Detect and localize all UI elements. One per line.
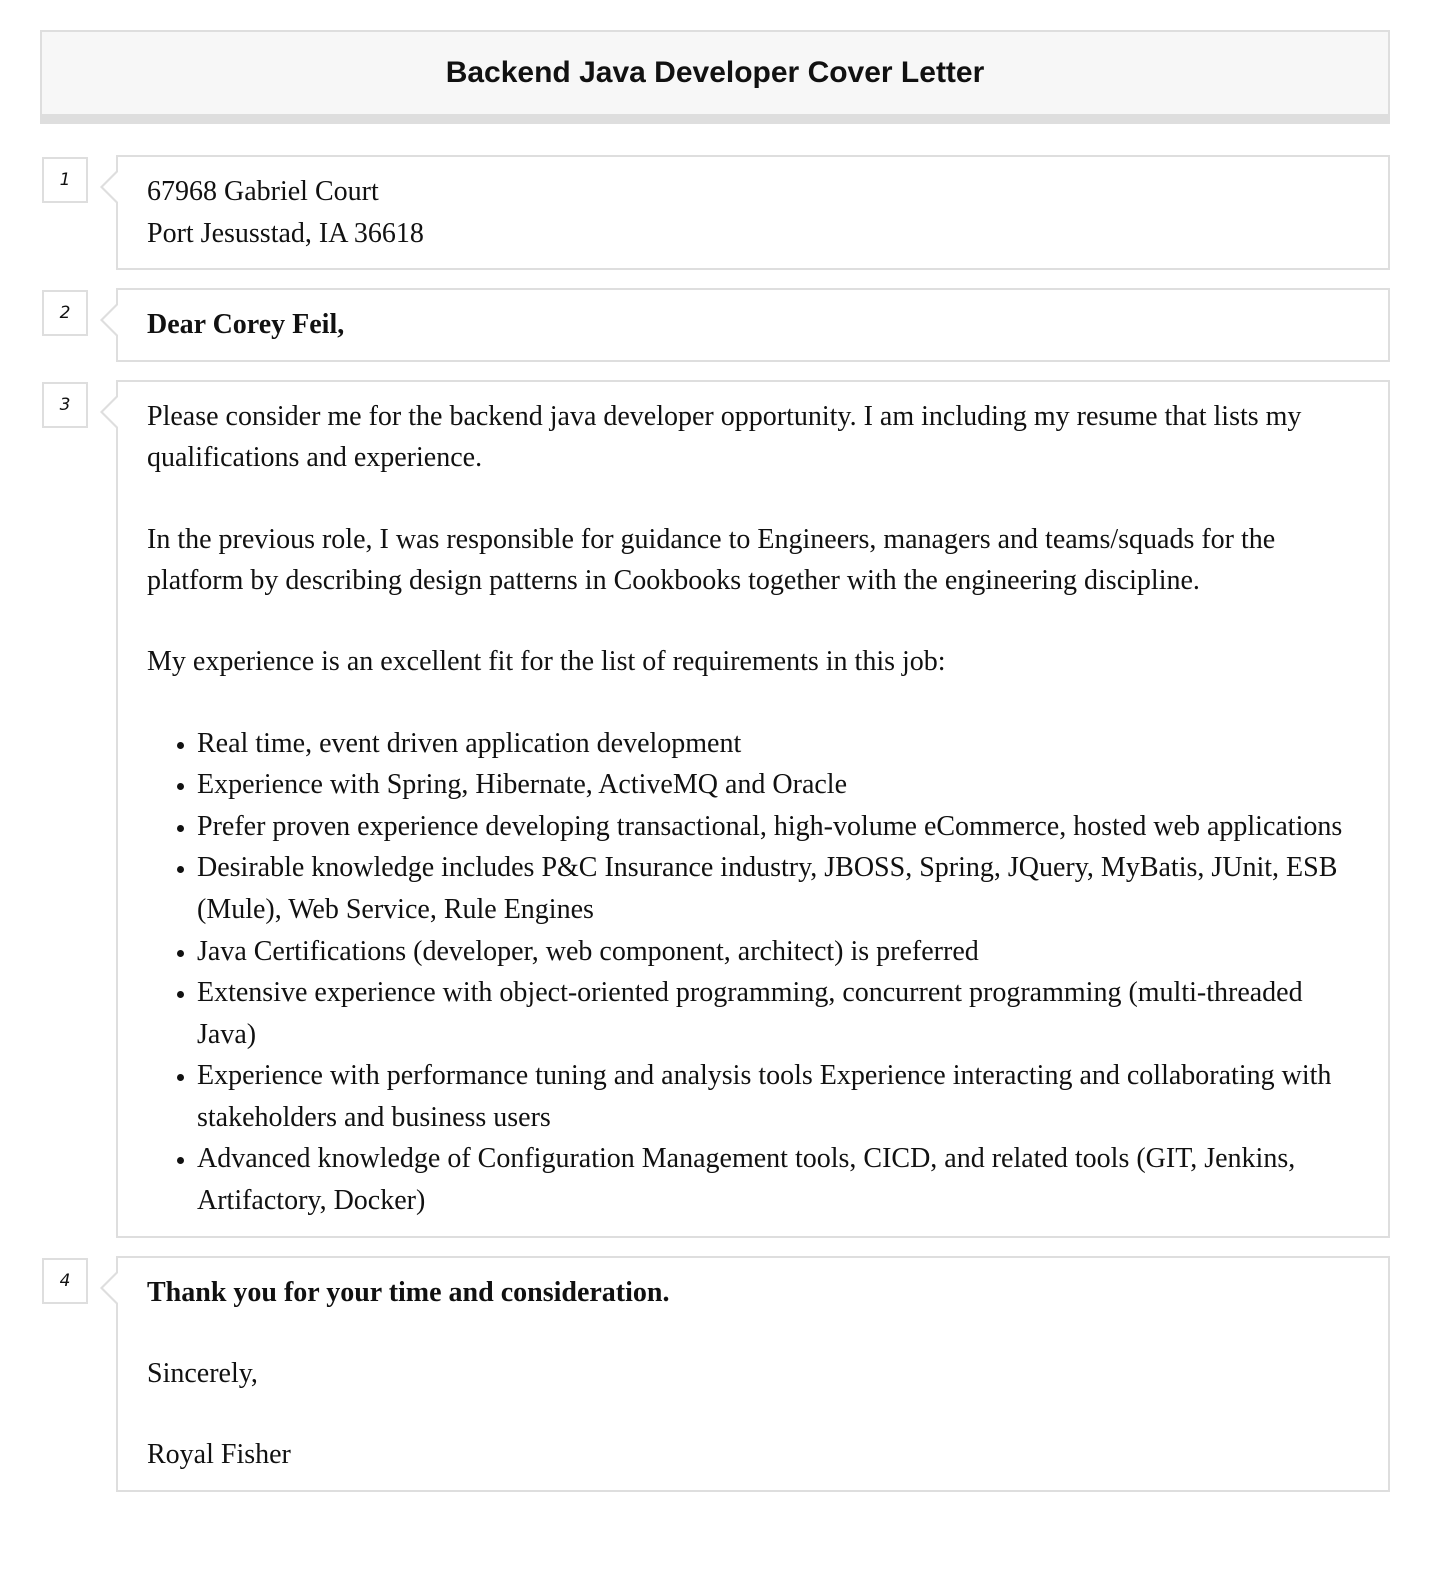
address-line-1: 67968 Gabriel Court [147, 176, 379, 207]
letter-sections [0, 155, 1440, 1510]
section-box [116, 155, 1390, 270]
page-header [40, 30, 1390, 124]
signature: Royal Fisher [147, 1439, 291, 1471]
page-title: Backend Java Developer Cover Letter [445, 56, 985, 89]
section-box [116, 1256, 1390, 1492]
body-paragraph-fit: My experience is an excellent fit for the list of requirements in this job: [147, 646, 946, 678]
section-number-badge: 2 [42, 290, 88, 336]
list-item: • Advanced knowledge of Configuration Management tools, CICD, and related tools (GIT, Jenkins, Artifactory, Docker) [197, 1138, 1358, 1221]
list-item: • Real time, event driven application development [197, 723, 1358, 765]
section-address [0, 155, 1440, 270]
body-paragraph-previous-role: In the previous role, I was responsible for guidance to Engineers, managers and teams/squads for the platform by describing design patterns in Cookbooks together with the engineering discipline. [147, 523, 1276, 597]
section-closing [0, 1256, 1440, 1492]
section-number-badge: 4 [42, 1258, 88, 1304]
body-paragraph-intro: Please consider me for the backend java developer opportunity. I am including my resume that lists my qualifications and experience. [147, 400, 1302, 474]
address-line-2: Port Jesusstad, IA 36618 [147, 217, 424, 249]
list-item: • Experience with performance tuning and analysis tools Experience interacting and collaborating with stakeholders and business users [197, 1055, 1358, 1138]
requirements-list [147, 723, 1358, 1222]
section-salutation [0, 288, 1440, 362]
signoff: Sincerely, [147, 1357, 258, 1389]
section-body [0, 380, 1440, 1238]
list-item: • Java Certifications (developer, web component, architect) is preferred [197, 931, 1358, 973]
section-number-badge: 1 [42, 157, 88, 203]
section-number-badge: 3 [42, 382, 88, 428]
closing-line: Thank you for your time and consideration. [147, 1276, 670, 1308]
section-box [116, 288, 1390, 362]
list-item: • Extensive experience with object-oriented programming, concurrent programming (multi-threaded Java) [197, 972, 1358, 1055]
list-item: • Desirable knowledge includes P&C Insurance industry, JBOSS, Spring, JQuery, MyBatis, JUnit, ESB (Mule), Web Service, Rule Engines [197, 847, 1358, 930]
list-item: • Experience with Spring, Hibernate, ActiveMQ and Oracle [197, 764, 1358, 806]
list-item: • Prefer proven experience developing transactional, high-volume eCommerce, hosted web applications [197, 806, 1358, 848]
salutation: Dear Corey Feil, [147, 309, 345, 341]
section-box [116, 380, 1390, 1238]
